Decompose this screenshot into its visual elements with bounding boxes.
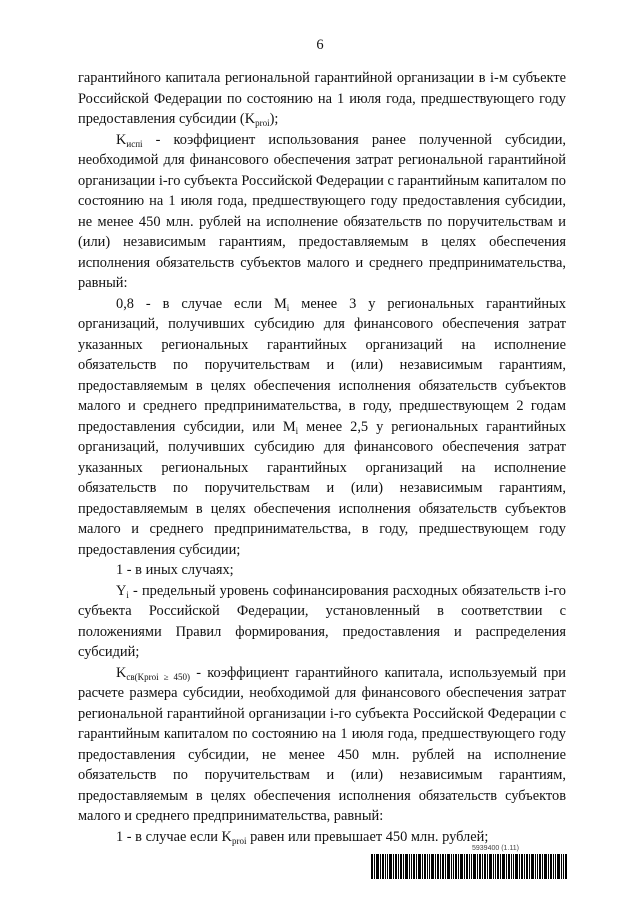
subscript: i xyxy=(286,302,290,313)
text: 1 - в случае если K xyxy=(116,828,232,845)
barcode-image xyxy=(371,854,567,879)
text: гарантийного капитала региональной гарантийной организации в i-м субъекте Российской Федерации по состоянию на 1 июля года, предшествующего году предоставления субсидии (K xyxy=(78,70,566,127)
subscript: св(Kproi ≥ 450) xyxy=(126,671,190,682)
text: - коэффициент использования ранее полученной субсидии, необходимой для финансового обеспечения затрат региональной гарантийной организации i-го субъекта Российской Федерации с гарантийным капиталом по состоянию на 1 июля года, предшествующего году предоставления субсидии, не менее 450 млн. рублей на исполнение обязательств по поручительствам и (или) независимым гарантиям, предоставляемым в целях обеспечения исполнения обязательств субъектов малого и среднего предпринимательства, равный: xyxy=(78,131,566,291)
text: менее 3 у региональных гарантийных организаций, получивших субсидию для финансового обеспечения затрат указанных региональных гарантийных организаций на исполнение обязательств по поручительствам и (или) независимым гарантиям, предоставляемым в целях обеспечения исполнения обязательств субъектов малого и среднего предпринимательства, в году, предшествующем 2 годам предоставления субсидии, или M xyxy=(78,295,566,435)
text: менее 2,5 у региональных гарантийных организаций, получивших субсидию для финансового обеспечения затрат указанных региональных гарантийных организаций на исполнение обязательств по поручительствам и (или) независимым гарантиям, предоставляемым в целях обеспечения исполнения обязательств субъектов малого и среднего предпринимательства, в году, предшествующем году предоставления субсидии; xyxy=(78,418,566,558)
text: равен или превышает 450 млн. рублей; xyxy=(246,828,489,845)
text: ); xyxy=(269,111,279,127)
paragraph-coef-08 xyxy=(78,294,566,561)
text: - коэффициент гарантийного капитала, используемый при расчете размера субсидии, необходимой для финансового обеспечения затрат региональной гарантийной организации i-го субъекта Российской Федерации с гарантийным капиталом по состоянию на 1 июля года, предшествующего году предоставления субсидии, не менее 450 млн. рублей на исполнение обязательств по поручительствам и (или) независимым гарантиям, предоставляемым в целях обеспечения исполнения обязательств субъектов малого и среднего предпринимательства, равный: xyxy=(78,664,566,824)
text: - предельный уровень софинансирования расходных обязательств i-го субъекта Российской Федерации, установленный в соответствии с положениями Правил формирования, предоставления и распределения субсидий; xyxy=(78,582,566,660)
subscript: испi xyxy=(126,138,143,149)
paragraph-y-limit xyxy=(78,581,566,663)
page-number: 6 xyxy=(316,37,324,53)
paragraph-other-cases: 1 - в иных случаях; xyxy=(116,562,234,578)
paragraph-coef-1 xyxy=(78,827,566,848)
subscript: i xyxy=(126,589,129,600)
subscript: i xyxy=(295,425,299,436)
text: 0,8 - в случае если M xyxy=(116,295,287,312)
subscript: proi xyxy=(255,118,270,128)
symbol: Y xyxy=(116,582,127,599)
symbol: K xyxy=(116,664,127,681)
subscript: proi xyxy=(231,835,247,846)
paragraph-k-isp xyxy=(78,130,566,294)
document-code: 5939400 (1.11) xyxy=(472,845,519,852)
paragraph-k-sv xyxy=(78,663,566,827)
paragraph-capital-continuation xyxy=(78,68,566,130)
symbol: K xyxy=(116,131,127,148)
document-body xyxy=(78,68,566,847)
